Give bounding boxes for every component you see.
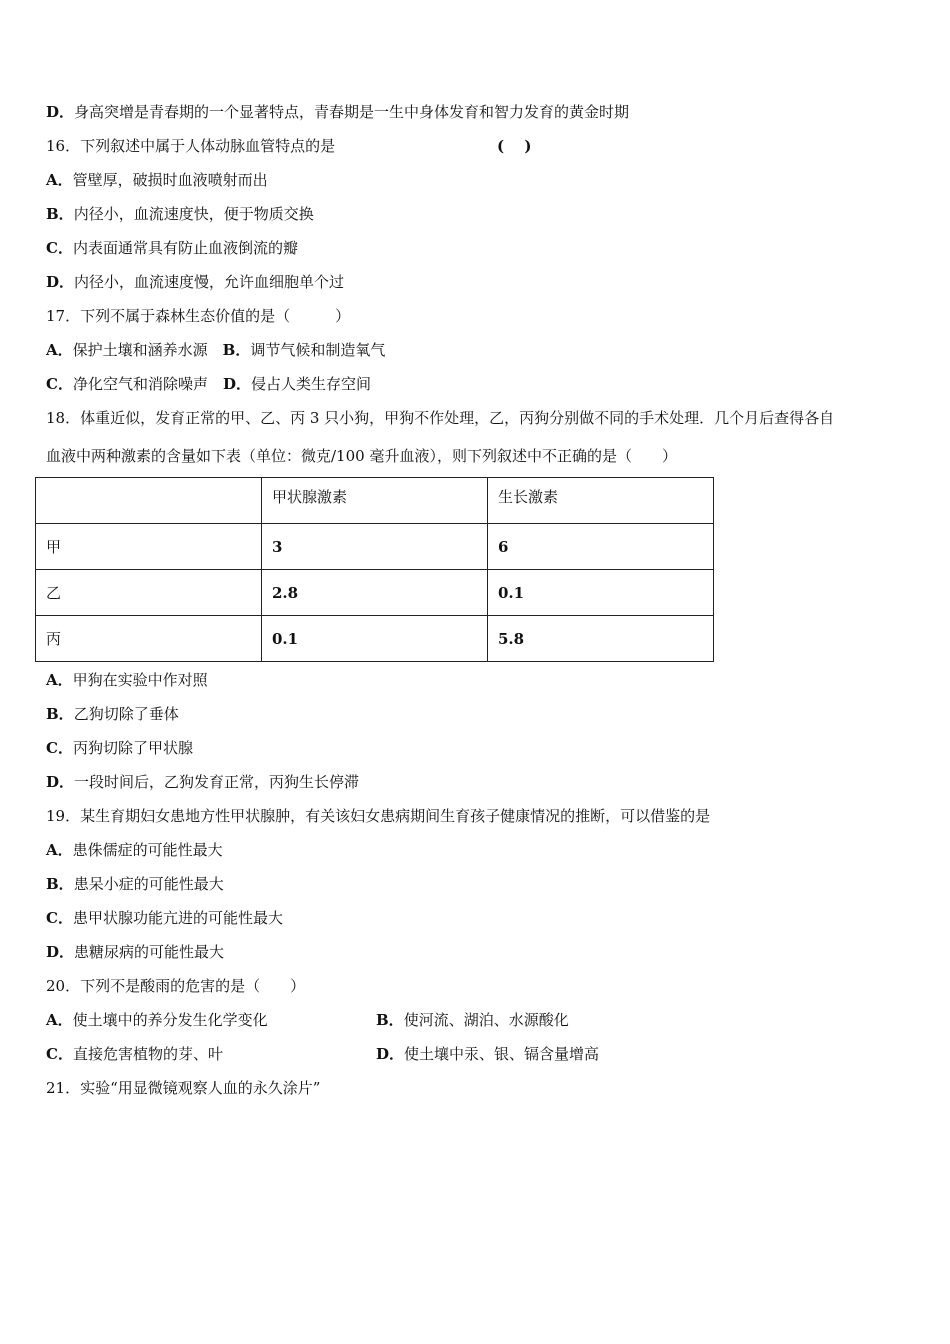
option-text: 丙狗切除了甲状腺 [72, 739, 193, 757]
option-label: D． [222, 375, 251, 393]
option-text: 内表面通常具有防止血液倒流的瓣 [72, 239, 298, 257]
q18-option-d [46, 772, 359, 792]
q16-answer-paren: ( ) [497, 137, 532, 155]
option-label: C． [46, 375, 73, 393]
q17-options-row-1 [46, 340, 385, 360]
q19-option-b [46, 874, 224, 894]
option-label: C． [46, 739, 73, 757]
option-label: D． [46, 943, 75, 961]
option-label: A． [46, 171, 73, 189]
option-label: C． [46, 239, 73, 257]
option-label: B． [46, 875, 74, 893]
option-text: 使土壤中汞、银、镉含量增高 [404, 1045, 600, 1063]
option-label: B． [222, 341, 251, 359]
table-row [36, 570, 714, 616]
hormone-table [35, 477, 714, 662]
option-text: 净化空气和消除噪声 [72, 375, 223, 393]
option-text: 使河流、湖泊、水源酸化 [403, 1011, 569, 1029]
table-row [36, 524, 714, 570]
q20-option-a [46, 1010, 268, 1030]
q19-option-d [46, 942, 224, 962]
q20-option-c [46, 1044, 223, 1064]
option-text: 乙狗切除了垂体 [73, 705, 179, 723]
table-cell: 0.1 [488, 570, 714, 616]
option-text: 管壁厚，破损时血液喷射而出 [72, 171, 268, 189]
option-label: D． [376, 1045, 405, 1063]
option-text: 直接危害植物的芽、叶 [72, 1045, 223, 1063]
option-label: D． [46, 773, 75, 791]
option-label: A． [46, 841, 73, 859]
option-text: 患呆小症的可能性最大 [73, 875, 224, 893]
q20-stem: 20．下列不是酸雨的危害的是（ ） [46, 977, 306, 995]
q15-option-d [46, 102, 629, 122]
option-text: 患侏儒症的可能性最大 [72, 841, 223, 859]
option-text: 内径小，血流速度慢，允许血细胞单个过 [74, 273, 345, 291]
option-label: B． [46, 705, 74, 723]
option-text: 侵占人类生存空间 [250, 375, 371, 393]
option-text: 甲狗在实验中作对照 [72, 671, 208, 689]
q16-stem [46, 136, 335, 156]
q21-stem: 21．实验“用显微镜观察人血的永久涂片” [46, 1079, 321, 1097]
option-text: 保护土壤和涵养水源 [72, 341, 223, 359]
option-label: A． [46, 671, 73, 689]
q17-options-row-2 [46, 374, 371, 394]
table-cell: 5.8 [488, 616, 714, 662]
q16-option-c [46, 238, 298, 258]
q19-option-a [46, 840, 223, 860]
q20-option-b [376, 1010, 569, 1030]
table-cell: 乙 [36, 570, 262, 616]
option-label: A． [46, 341, 73, 359]
option-label: B． [46, 205, 74, 223]
q18-option-c [46, 738, 193, 758]
q18-stem-line-1: 18．体重近似，发育正常的甲、乙、丙 3 只小狗，甲狗不作处理，乙，丙狗分别做不同的手术处理．几个月后查得各自 [46, 409, 835, 427]
table-cell: 3 [262, 524, 488, 570]
q18-option-a [46, 670, 208, 690]
q18-option-b [46, 704, 179, 724]
q16-option-a [46, 170, 268, 190]
table-row [36, 616, 714, 662]
q19-option-c [46, 908, 283, 928]
table-cell: 0.1 [262, 616, 488, 662]
q17-stem [46, 306, 350, 326]
option-text: 身高突增是青春期的一个显著特点，青春期是一生中身体发育和智力发育的黄金时期 [74, 103, 630, 121]
option-label: D． [46, 273, 75, 291]
q20-option-d [376, 1044, 599, 1064]
option-text: 患糖尿病的可能性最大 [74, 943, 225, 961]
q16-option-d [46, 272, 344, 292]
table-cell: 2.8 [262, 570, 488, 616]
option-label: B． [376, 1011, 404, 1029]
question-text: 16．下列叙述中属于人体动脉血管特点的是 [46, 137, 336, 155]
option-text: 使土壤中的养分发生化学变化 [72, 1011, 268, 1029]
option-text: 内径小，血流速度快，便于物质交换 [73, 205, 314, 223]
option-text: 调节气候和制造氧气 [250, 341, 386, 359]
q19-stem: 19．某生育期妇女患地方性甲状腺肿，有关该妇女患病期间生育孩子健康情况的推断，可以借鉴的是 [46, 807, 711, 825]
q16-option-b [46, 204, 314, 224]
option-label: A． [46, 1011, 73, 1029]
q18-stem-line-2: 血液中两种激素的含量如下表（单位：微克/100 毫升血液），则下列叙述中不正确的是（ ） [46, 447, 677, 465]
table-header-row [36, 478, 714, 524]
option-text: 一段时间后，乙狗发育正常，丙狗生长停滞 [74, 773, 360, 791]
option-label: C． [46, 1045, 73, 1063]
table-header-cell: 生长激素 [488, 478, 714, 524]
option-label: D． [46, 103, 75, 121]
question-text: 17．下列不属于森林生态价值的是（ ） [46, 307, 351, 325]
table-cell: 6 [488, 524, 714, 570]
table-header-cell [36, 478, 262, 524]
table-cell: 甲 [36, 524, 262, 570]
option-text: 患甲状腺功能亢进的可能性最大 [72, 909, 283, 927]
table-cell: 丙 [36, 616, 262, 662]
table-header-cell: 甲状腺激素 [262, 478, 488, 524]
option-label: C． [46, 909, 73, 927]
